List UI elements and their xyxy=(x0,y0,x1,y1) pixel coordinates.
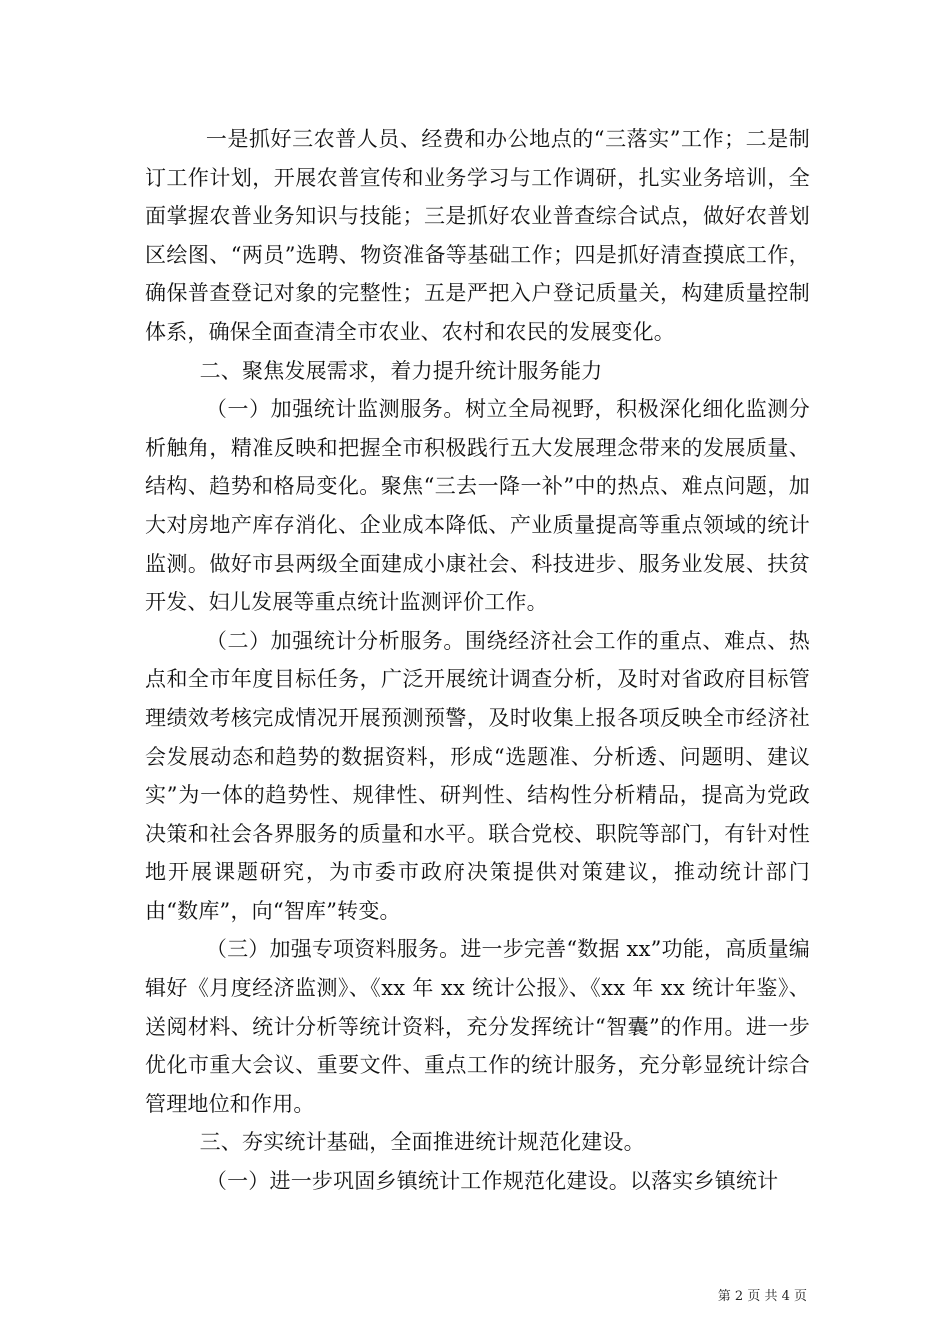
document-body xyxy=(145,120,810,1201)
paragraph-township-standardization: （一）进一步巩固乡镇统计工作规范化建设。以落实乡镇统计 xyxy=(205,1169,779,1194)
paragraph-three-rural-census-tasks: 一是抓好三农普人员、经费和办公地点的“三落实”工作；二是制订工作计划，开展农普宣传和业务学习与工作调研，扎实业务培训，全面掌握农普业务知识与技能；三是抓好农业普查综合试点，做好农普划区绘图、“两员”选聘、物资准备等基础工作；四是抓好清查摸底工作，确保普查登记对象的完整性；五是严把入户登记质量关，构建质量控制体系，确保全面查清全市农业、农村和农民的发展变化。 xyxy=(145,127,810,344)
section-heading-two: 二、聚焦发展需求，着力提升统计服务能力 xyxy=(199,358,603,383)
paragraph-statistical-analysis: （二）加强统计分析服务。围绕经济社会工作的重点、难点、热点和全市年度目标任务，广泛开展统计调查分析，及时对省政府目标管理绩效考核完成情况开展预测预警，及时收集上报各项反映全市经济社会发展动态和趋势的数据资料，形成“选题准、分析透、问题明、建议实”为一体的趋势性、规律性、研判性、结构性分析精品，提高为党政决策和社会各界服务的质量和水平。联合党校、职院等部门，有针对性地开展课题研究，为市委市政府决策提供对策建议，推动统计部门由“数库”，向“智库”转变。 xyxy=(145,628,810,923)
paragraph-statistical-monitoring: （一）加强统计监测服务。树立全局视野，积极深化细化监测分析触角，精准反映和把握全市积极践行五大发展理念带来的发展质量、结构、趋势和格局变化。聚焦“三去一降一补”中的热点、难点问题，加大对房地产库存消化、企业成本降低、产业质量提高等重点领域的统计监测。做好市县两级全面建成小康社会、科技进步、服务业发展、扶贫开发、妇儿发展等重点统计监测评价工作。 xyxy=(145,397,810,615)
section-heading-three: 三、夯实统计基础，全面推进统计规范化建设。 xyxy=(199,1130,645,1155)
page-number: 第 2 页 共 4 页 xyxy=(717,1289,807,1304)
paragraph-special-materials: （三）加强专项资料服务。进一步完善“数据 xx”功能，高质量编辑好《月度经济监测》、《xx 年 xx 统计公报》、《xx 年 xx 统计年鉴》、送阅材料、统计分析等统计资料，充分发挥统计“智囊”的作用。进一步优化市重大会议、重要文件、重点工作的统计服务，充分彰显统计综合管理地位和作用。 xyxy=(145,937,810,1116)
